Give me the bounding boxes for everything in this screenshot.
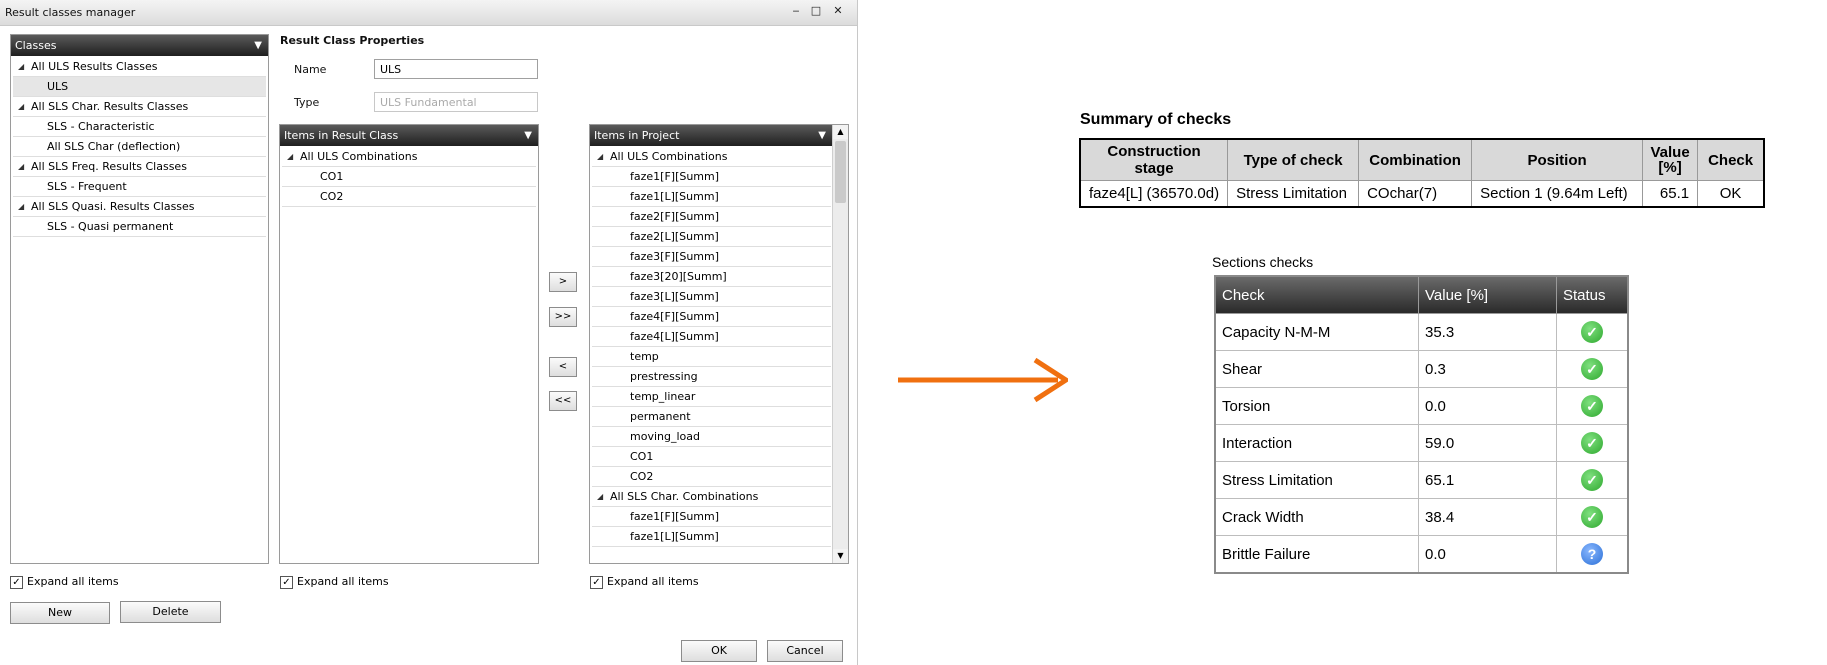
sections-header-cell: Check xyxy=(1215,276,1419,314)
class-combination-item[interactable] xyxy=(282,187,536,207)
status-cell xyxy=(1557,499,1629,536)
class-label: All SLS Freq. Results Classes xyxy=(31,160,187,173)
summary-header-cell: Type of check xyxy=(1228,139,1359,181)
check-name-cell: Crack Width xyxy=(1215,499,1419,536)
cancel-button[interactable]: Cancel xyxy=(767,640,843,662)
class-label: ULS xyxy=(47,80,69,93)
project-combination-item[interactable] xyxy=(592,167,831,187)
status-cell xyxy=(1557,536,1629,574)
move-all-left-button[interactable]: << xyxy=(549,391,577,411)
status-cell xyxy=(1557,425,1629,462)
expand-all-label: Expand all items xyxy=(27,575,119,588)
expand-all-label: Expand all items xyxy=(297,575,389,588)
class-group[interactable] xyxy=(13,97,266,117)
summary-header-cell: Construction stage xyxy=(1080,139,1228,181)
project-combination-label: faze3[20][Summ] xyxy=(630,270,727,283)
collapse-triangle-icon[interactable]: ◢ xyxy=(18,202,25,211)
expand-all-label: Expand all items xyxy=(607,575,699,588)
project-combination-item[interactable] xyxy=(592,427,831,447)
project-combination-label: faze3[F][Summ] xyxy=(630,250,720,263)
class-label: SLS - Quasi permanent xyxy=(47,220,174,233)
class-item[interactable] xyxy=(13,117,266,137)
sections-row xyxy=(1215,499,1628,536)
check-value-cell: 0.0 xyxy=(1419,388,1557,425)
result-classes-manager-window xyxy=(0,0,858,665)
project-combination-label: faze1[L][Summ] xyxy=(630,190,719,203)
check-name-cell: Brittle Failure xyxy=(1215,536,1419,574)
project-combination-item[interactable] xyxy=(592,227,831,247)
project-combination-label: temp_linear xyxy=(630,390,696,403)
maximize-icon[interactable]: □ xyxy=(810,4,822,17)
check-value-cell: 38.4 xyxy=(1419,499,1557,536)
question-icon: ? xyxy=(1581,543,1603,565)
items-in-project-header xyxy=(590,125,832,146)
status-cell xyxy=(1557,462,1629,499)
status-cell xyxy=(1557,314,1629,351)
check-value-cell: 59.0 xyxy=(1419,425,1557,462)
check-ok-icon: ✓ xyxy=(1581,469,1603,491)
window-title: Result classes manager xyxy=(5,6,136,19)
sections-row xyxy=(1215,351,1628,388)
class-item[interactable] xyxy=(13,177,266,197)
summary-cell: Section 1 (9.64m Left) xyxy=(1472,181,1643,208)
collapse-triangle-icon[interactable]: ◢ xyxy=(287,152,294,161)
check-ok-icon: ✓ xyxy=(1581,506,1603,528)
summary-cell: faze4[L] (36570.0d) xyxy=(1080,181,1228,208)
check-value-cell: 0.3 xyxy=(1419,351,1557,388)
class-item[interactable] xyxy=(13,77,266,97)
project-combination-label: faze2[F][Summ] xyxy=(630,210,720,223)
right-arrow-icon xyxy=(898,355,1068,405)
class-group[interactable] xyxy=(13,157,266,177)
title-bar[interactable] xyxy=(0,0,857,26)
collapse-triangle-icon[interactable]: ◢ xyxy=(18,102,25,111)
checkbox-icon[interactable]: ✓ xyxy=(10,576,23,589)
collapse-triangle-icon[interactable]: ◢ xyxy=(18,62,25,71)
filter-icon[interactable]: ▼ xyxy=(818,130,826,141)
sections-table xyxy=(1214,275,1629,574)
project-combination-label: faze2[L][Summ] xyxy=(630,230,719,243)
project-combination-label: temp xyxy=(630,350,659,363)
project-combination-label: CO1 xyxy=(630,450,654,463)
project-combination-group[interactable] xyxy=(592,487,831,507)
check-name-cell: Torsion xyxy=(1215,388,1419,425)
check-name-cell: Stress Limitation xyxy=(1215,462,1419,499)
move-left-button[interactable]: < xyxy=(549,357,577,377)
scroll-up-icon[interactable]: ▲ xyxy=(833,125,848,139)
project-combination-item[interactable] xyxy=(592,407,831,427)
collapse-triangle-icon[interactable]: ◢ xyxy=(18,162,25,171)
class-item[interactable] xyxy=(13,137,266,157)
summary-title: Summary of checks xyxy=(1080,111,1232,128)
project-combination-label: prestressing xyxy=(630,370,698,383)
classes-panel xyxy=(10,34,269,564)
project-combination-item[interactable] xyxy=(592,287,831,307)
project-combination-label: faze1[L][Summ] xyxy=(630,530,719,543)
new-button[interactable]: New xyxy=(10,602,110,624)
project-combination-label: faze1[F][Summ] xyxy=(630,510,720,523)
check-ok-icon: ✓ xyxy=(1581,395,1603,417)
sections-header-cell: Value [%] xyxy=(1419,276,1557,314)
project-combination-group[interactable] xyxy=(592,147,831,167)
check-name-cell: Shear xyxy=(1215,351,1419,388)
type-label: Type xyxy=(294,96,320,109)
class-label: All ULS Results Classes xyxy=(31,60,158,73)
project-combination-item[interactable] xyxy=(592,527,831,547)
project-combination-item[interactable] xyxy=(592,267,831,287)
class-combination-group[interactable] xyxy=(282,147,536,167)
items-in-project-header-label: Items in Project xyxy=(594,129,680,142)
summary-header-row xyxy=(1080,139,1764,181)
move-all-right-button[interactable]: >> xyxy=(549,307,577,327)
check-value-cell: 65.1 xyxy=(1419,462,1557,499)
check-name-cell: Capacity N-M-M xyxy=(1215,314,1419,351)
properties-title: Result Class Properties xyxy=(280,34,425,47)
checkbox-icon[interactable]: ✓ xyxy=(590,576,603,589)
summary-header-cell: Position xyxy=(1472,139,1643,181)
summary-cell: COchar(7) xyxy=(1359,181,1472,208)
project-combination-label: faze1[F][Summ] xyxy=(630,170,720,183)
summary-table xyxy=(1079,138,1765,208)
project-combination-item[interactable] xyxy=(592,207,831,227)
class-item[interactable] xyxy=(13,217,266,237)
project-combination-label: moving_load xyxy=(630,430,700,443)
sections-title: Sections checks xyxy=(1212,254,1314,270)
project-combination-label: All SLS Char. Combinations xyxy=(610,490,759,503)
items-in-result-class-panel xyxy=(279,124,539,564)
project-combination-item[interactable] xyxy=(592,307,831,327)
check-value-cell: 0.0 xyxy=(1419,536,1557,574)
delete-button[interactable]: Delete xyxy=(120,601,221,623)
classes-panel-header xyxy=(11,35,268,56)
minimize-icon[interactable]: ‒ xyxy=(792,4,800,17)
summary-cell: OK xyxy=(1698,181,1765,208)
project-combination-label: faze4[L][Summ] xyxy=(630,330,719,343)
filter-icon[interactable]: ▼ xyxy=(524,130,532,141)
check-ok-icon: ✓ xyxy=(1581,358,1603,380)
class-label: All SLS Char (deflection) xyxy=(47,140,181,153)
sections-row xyxy=(1215,462,1628,499)
collapse-triangle-icon[interactable]: ◢ xyxy=(597,492,604,501)
class-group[interactable] xyxy=(13,57,266,77)
status-cell xyxy=(1557,388,1629,425)
items-in-class-header xyxy=(280,125,538,146)
class-label: All SLS Char. Results Classes xyxy=(31,100,189,113)
check-ok-icon: ✓ xyxy=(1581,321,1603,343)
checkbox-icon[interactable]: ✓ xyxy=(280,576,293,589)
project-combination-item[interactable] xyxy=(592,187,831,207)
class-combination-label: CO1 xyxy=(320,170,344,183)
project-combination-item[interactable] xyxy=(592,447,831,467)
project-combination-item[interactable] xyxy=(592,507,831,527)
project-combination-label: CO2 xyxy=(630,470,654,483)
summary-header-cell: Check xyxy=(1698,139,1765,181)
class-combination-label: All ULS Combinations xyxy=(300,150,418,163)
summary-header-cell: Value [%] xyxy=(1643,139,1698,181)
classes-header-label: Classes xyxy=(15,39,57,52)
project-combination-item[interactable] xyxy=(592,327,831,347)
sections-row xyxy=(1215,388,1628,425)
type-field[interactable]: ULS Fundamental xyxy=(374,92,538,112)
project-combination-item[interactable] xyxy=(592,467,831,487)
scroll-down-icon[interactable]: ▼ xyxy=(833,549,848,563)
project-combination-label: faze4[F][Summ] xyxy=(630,310,720,323)
check-ok-icon: ✓ xyxy=(1581,432,1603,454)
class-label: All SLS Quasi. Results Classes xyxy=(31,200,195,213)
project-combination-label: faze3[L][Summ] xyxy=(630,290,719,303)
summary-row xyxy=(1080,181,1764,208)
summary-cell: 65.1 xyxy=(1643,181,1698,208)
project-combination-label: All ULS Combinations xyxy=(610,150,728,163)
check-value-cell: 35.3 xyxy=(1419,314,1557,351)
status-cell xyxy=(1557,351,1629,388)
project-combination-item[interactable] xyxy=(592,347,831,367)
project-combination-item[interactable] xyxy=(592,247,831,267)
sections-header-row xyxy=(1215,276,1628,314)
class-label: SLS - Frequent xyxy=(47,180,127,193)
items-in-class-header-label: Items in Result Class xyxy=(284,129,399,142)
sections-row xyxy=(1215,425,1628,462)
project-combination-item[interactable] xyxy=(592,387,831,407)
items-in-project-panel xyxy=(589,124,849,564)
sections-row xyxy=(1215,314,1628,351)
project-scrollbar[interactable] xyxy=(832,125,848,563)
project-combination-item[interactable] xyxy=(592,367,831,387)
move-right-button[interactable]: > xyxy=(549,272,577,292)
sections-row xyxy=(1215,536,1628,574)
ok-button[interactable]: OK xyxy=(681,640,757,662)
summary-cell: Stress Limitation xyxy=(1228,181,1359,208)
class-combination-label: CO2 xyxy=(320,190,344,203)
collapse-triangle-icon[interactable]: ◢ xyxy=(597,152,604,161)
filter-icon[interactable]: ▼ xyxy=(254,40,262,51)
class-label: SLS - Characteristic xyxy=(47,120,155,133)
project-combination-label: permanent xyxy=(630,410,691,423)
summary-header-cell: Combination xyxy=(1359,139,1472,181)
class-group[interactable] xyxy=(13,197,266,217)
scroll-thumb[interactable] xyxy=(835,141,846,203)
name-field[interactable]: ULS xyxy=(374,59,538,79)
close-icon[interactable]: ✕ xyxy=(833,4,843,17)
class-combination-item[interactable] xyxy=(282,167,536,187)
sections-header-cell: Status xyxy=(1557,276,1629,314)
check-name-cell: Interaction xyxy=(1215,425,1419,462)
name-label: Name xyxy=(294,63,327,76)
